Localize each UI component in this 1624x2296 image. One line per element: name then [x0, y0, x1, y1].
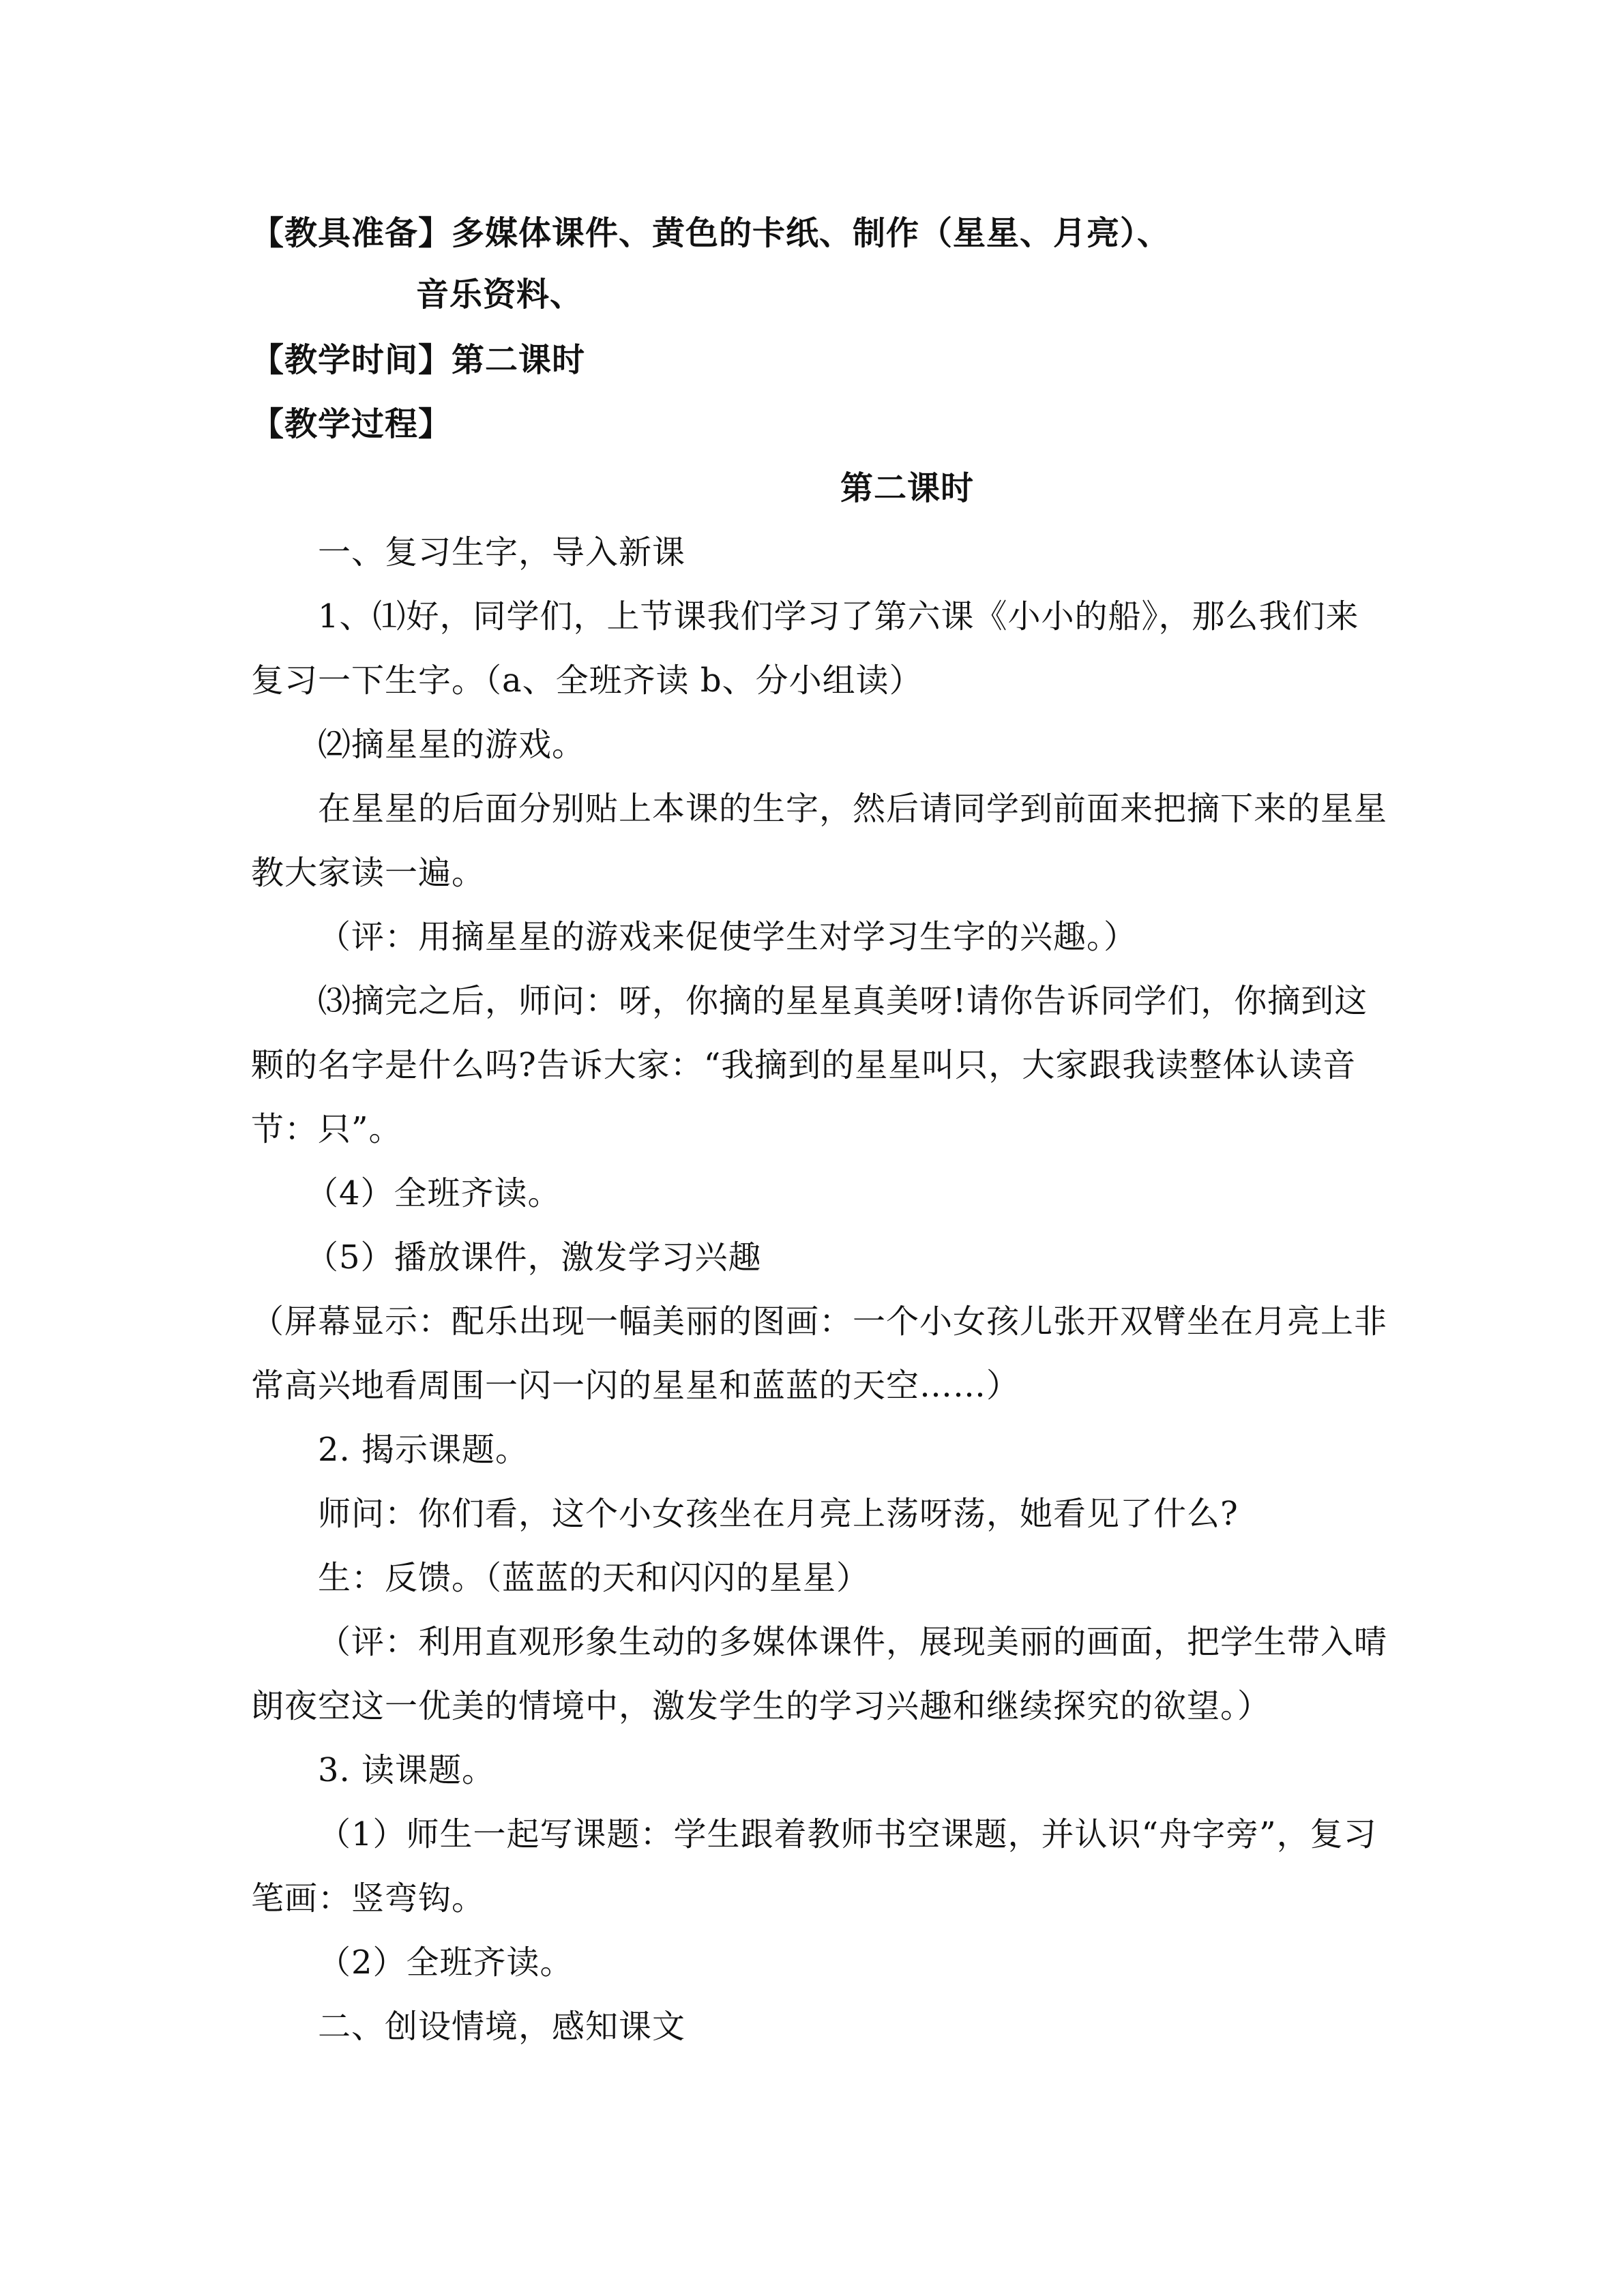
- paragraph-line: （5）播放课件，激发学习兴趣: [306, 1238, 762, 1277]
- paragraph-line: （评：用摘星星的游戏来促使学生对学习生字的兴趣。）: [318, 918, 1138, 956]
- paragraph-line: （评：利用直观形象生动的多媒体课件，展现美丽的画面，把学生带入晴: [318, 1623, 1388, 1661]
- paragraph-line: 笔画：竖弯钩。: [251, 1879, 486, 1918]
- paragraph-line: ⑵摘星星的游戏。: [318, 726, 586, 764]
- paragraph-line: 颗的名字是什么吗?告诉大家：“我摘到的星星叫只，大家跟我读整体认读音: [251, 1046, 1357, 1084]
- paragraph-line: （4）全班齐读。: [306, 1174, 561, 1212]
- paragraph-line: （2）全班齐读。: [318, 1943, 574, 1982]
- paragraph-line: 节：只”。: [251, 1110, 402, 1148]
- section-title: 第二课时: [840, 469, 975, 507]
- paragraph-line: 复习一下生字。（a、全班齐读 b、分小组读）: [251, 661, 923, 700]
- paragraph-line: （屏幕显示：配乐出现一幅美丽的图画：一个小女孩儿张开双臂坐在月亮上非: [251, 1302, 1388, 1341]
- paragraph-line: 朗夜空这一优美的情境中，激发学生的学习兴趣和继续探究的欲望。）: [251, 1687, 1271, 1725]
- paragraph-line: 生：反馈。（蓝蓝的天和闪闪的星星）: [318, 1559, 870, 1597]
- section-heading-1: 一、复习生字，导入新课: [318, 533, 686, 571]
- teaching-time-line: 【教学时间】第二课时: [251, 341, 586, 379]
- paragraph-line: 在星星的后面分别贴上本课的生字，然后请同学到前面来把摘下来的星星: [318, 790, 1388, 828]
- paragraph-line: （1）师生一起写课题：学生跟着教师书空课题，并认识“舟字旁”，复习: [318, 1815, 1377, 1853]
- teaching-aids-line-1: 【教具准备】多媒体课件、黄色的卡纸、制作（星星、月亮）、: [251, 214, 1171, 252]
- section-heading-2: 二、创设情境，感知课文: [318, 2008, 686, 2046]
- paragraph-line: 3. 读课题。: [318, 1751, 496, 1789]
- paragraph-line: 常高兴地看周围一闪一闪的星星和蓝蓝的天空……）: [251, 1367, 1020, 1405]
- teaching-aids-line-2: 音乐资料、: [416, 275, 584, 314]
- paragraph-line: ⑶摘完之后，师问：呀，你摘的星星真美呀!请你告诉同学们，你摘到这: [318, 982, 1368, 1020]
- teaching-process-heading: 【教学过程】: [251, 405, 452, 443]
- paragraph-line: 教大家读一遍。: [251, 854, 486, 892]
- paragraph-line: 1、⑴好，同学们，上节课我们学习了第六课《小小的船》，那么我们来: [318, 597, 1359, 636]
- paragraph-line: 师问：你们看，这个小女孩坐在月亮上荡呀荡，她看见了什么?: [318, 1495, 1239, 1533]
- paragraph-line: 2. 揭示课题。: [318, 1431, 529, 1469]
